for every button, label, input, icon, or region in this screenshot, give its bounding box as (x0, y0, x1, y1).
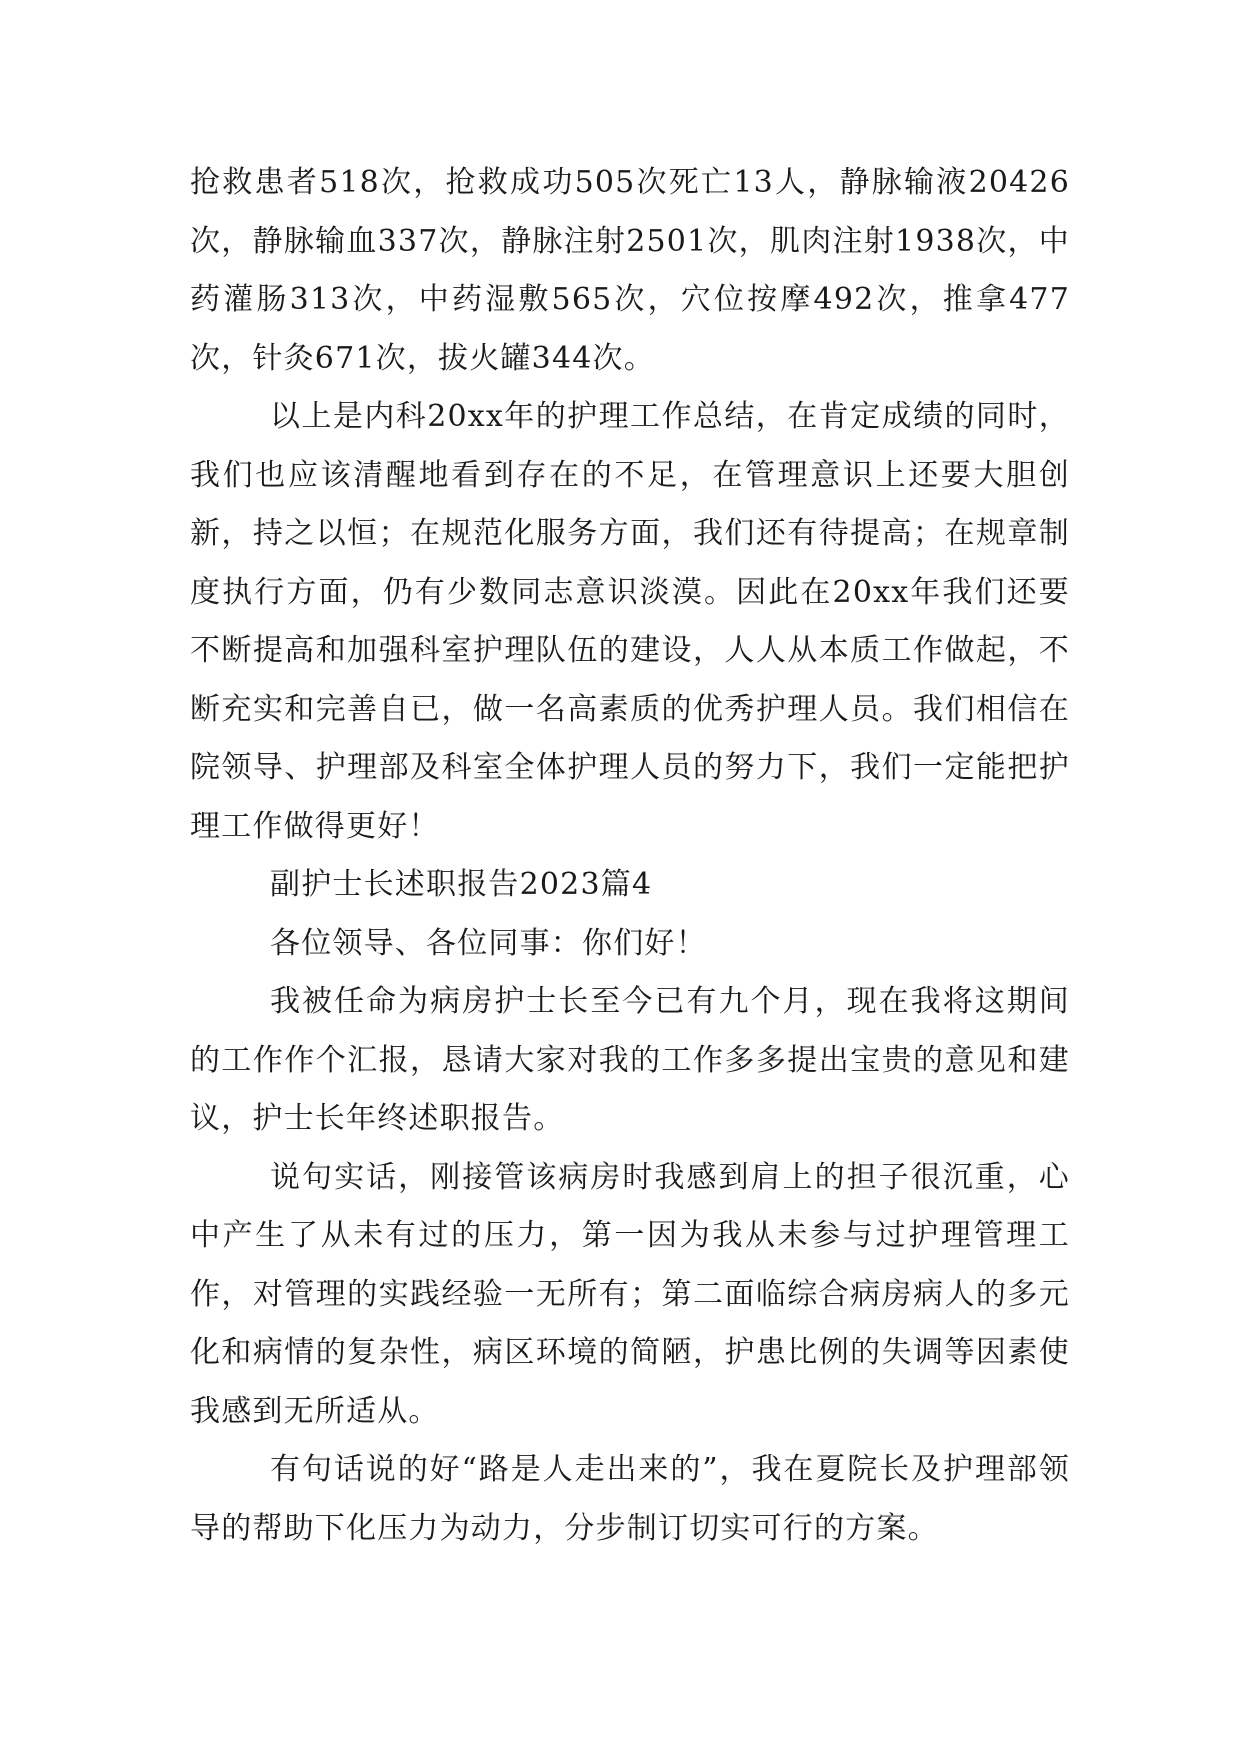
paragraph-statistics: 抢救患者518次，抢救成功505次死亡13人，静脉输液20426次，静脉输血337次，静脉注射2501次，肌肉注射1938次，中药灌肠313次，中药湿敷565次，穴位按摩492次，推拿477次，针灸671次，拔火罐344次。 (190, 165, 1070, 376)
paragraph-pressure: 说句实话，刚接管该病房时我感到肩上的担子很沉重，心中产生了从未有过的压力，第一因为我从未参与过护理管理工作，对管理的实践经验一无所有；第二面临综合病房病人的多元化和病情的复杂性，病区环境的简陋，护患比例的失调等因素使我感到无所适从。 (190, 1159, 1070, 1429)
section-heading: 副护士长述职报告2023篇4 (270, 867, 653, 902)
paragraph-plan: 有句话说的好“路是人走出来的”，我在夏院长及护理部领导的帮助下化压力为动力，分步制订切实可行的方案。 (190, 1452, 1070, 1546)
paragraph-greeting: 各位领导、各位同事：你们好！ (270, 925, 707, 961)
paragraph-appointment: 我被任命为病房护士长至今已有九个月，现在我将这期间的工作作个汇报，恳请大家对我的工作多多提出宝贵的意见和建议，护士长年终述职报告。 (190, 984, 1070, 1136)
paragraph-summary: 以上是内科20xx年的护理工作总结，在肯定成绩的同时，我们也应该清醒地看到存在的不足，在管理意识上还要大胆创新，持之以恒；在规范化服务方面，我们还有待提高；在规章制度执行方面，仍有少数同志意识淡漠。因此在20xx年我们还要不断提高和加强科室护理队伍的建设，人人从本质工作做起，不断充实和完善自已，做一名高素质的优秀护理人员。我们相信在院领导、护理部及科室全体护理人员的努力下，我们一定能把护理工作做得更好！ (190, 399, 1070, 844)
document-body (190, 154, 1070, 1558)
